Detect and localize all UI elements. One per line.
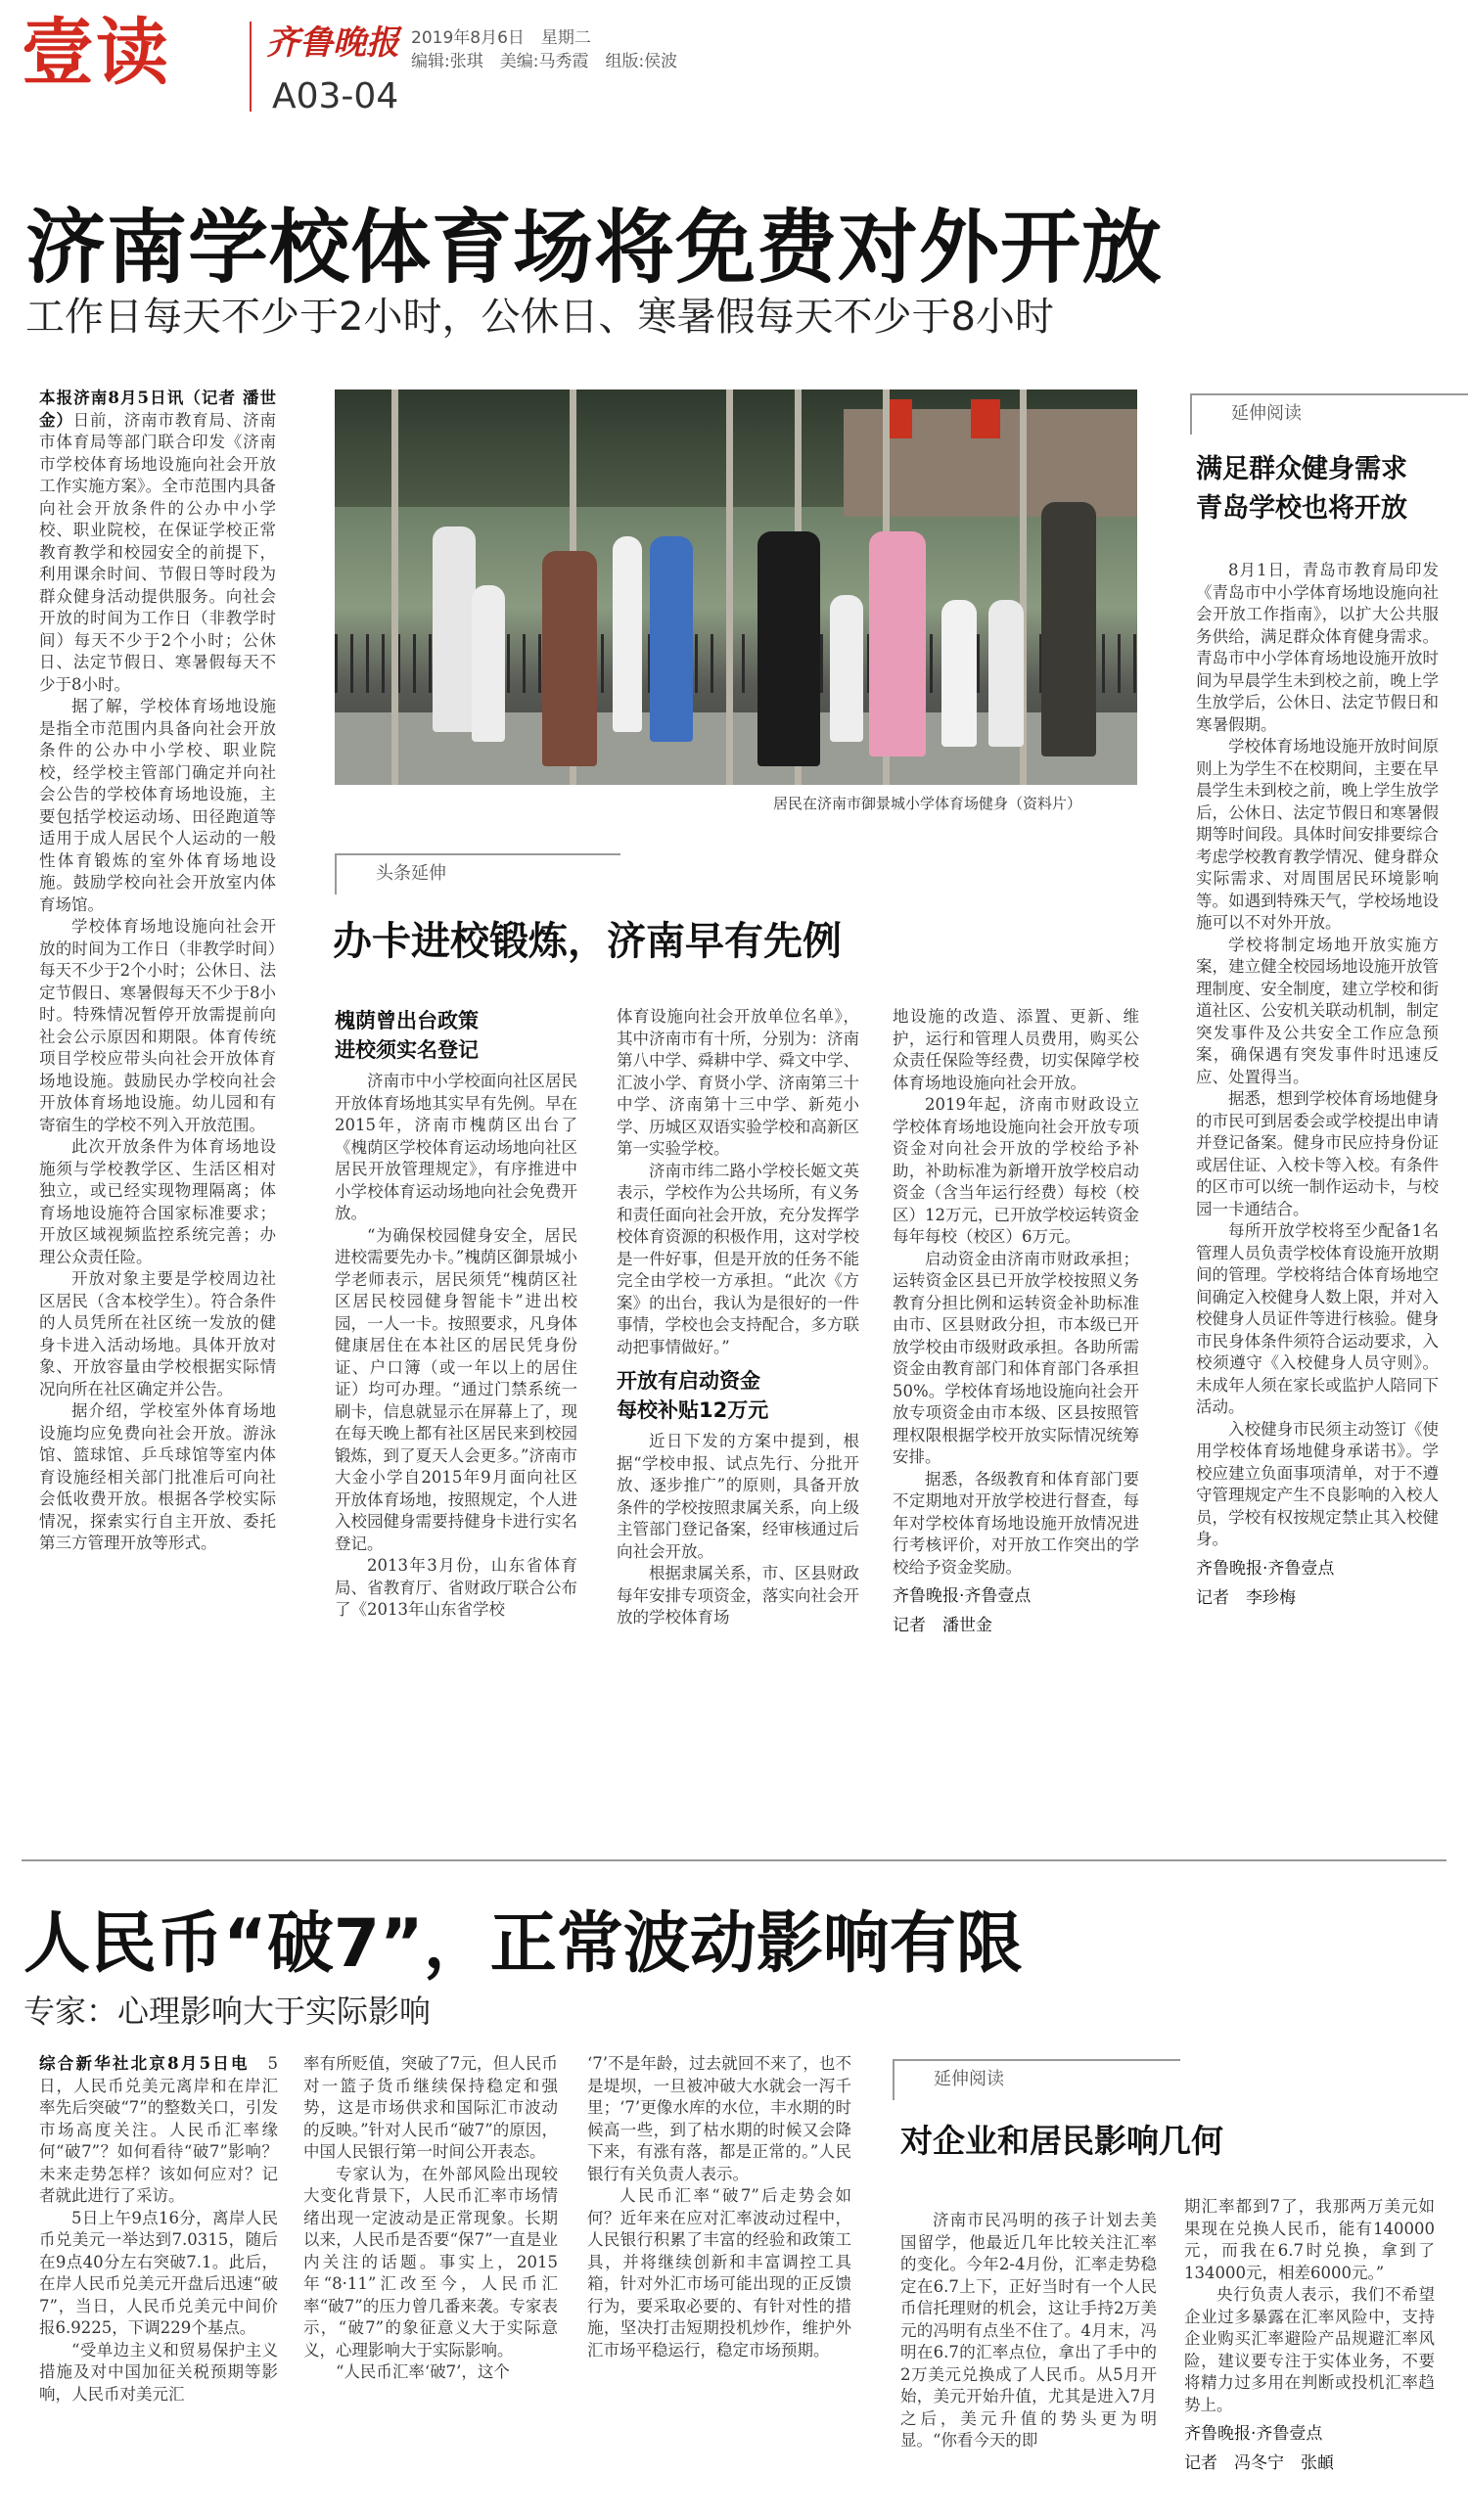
subhead-line: 开放有启动资金 — [617, 1369, 760, 1393]
story3-column-2 — [303, 2053, 558, 2513]
paragraph: 央行负责人表示，我们不希望企业过多暴露在汇率风险中，支持企业购买汇率避险产品规避汇率风险，建议要专注于实体业务，不要将精力过多用在判断或投机汇率趋势上。 — [1184, 2285, 1435, 2414]
paragraph: 体育设施向社会开放单位名单》，其中济南市有十所，分别为：济南第八中学、舜耕中学、舜文中学、汇波小学、育贤小学、济南第三十中学、济南第十三中学、新苑小学、历城区双语实验学校和高新区第一实验学校。 — [617, 1007, 859, 1158]
paragraph: 每所开放学校将至少配备1名管理人员负责学校体育设施开放期间的管理。学校将结合体育场地空间确定入校健身人数上限，并对入校健身人员证件等进行核验。健身市民身体条件须符合运动要求，入校须遵守《入校健身人员守则》。未成年人须在家长或监护人陪同下活动。 — [1196, 1221, 1439, 1416]
byline-reporter: 记者 冯冬宁 张頔 — [1184, 2453, 1334, 2473]
subhead-line: 进校须实名登记 — [335, 1038, 479, 1062]
story3-column-3 — [587, 2053, 851, 2513]
sidebar-tag-label: 延伸阅读 — [934, 2069, 1004, 2089]
story3-subheadline: 专家：心理影响大于实际影响 — [23, 1993, 432, 2030]
paragraph: 据了解，学校体育场地设施是指全市范围内具备向社会开放条件的公办中小学校、职业院校，经学校主管部门确定并向社会公告的学校体育场地设施，主要包括学校运动场、田径跑道等适用于成人居民个人运动的一般性体育锻炼的室外体育场地设施。鼓励学校向社会开放室内体育场馆。 — [39, 697, 276, 914]
paragraph: 根据隶属关系，市、区县财政每年安排专项资金，落实向社会开放的学校体育场 — [617, 1564, 859, 1627]
paragraph: 学校将制定场地开放实施方案，建立健全校园场地设施开放管理制度、安全制度，建立学校和街道社区、公安机关联动机制，制定突发事件及公共安全工作应急预案，确保遇有突发事件时迅速反应、处置得当。 — [1196, 935, 1439, 1086]
story2-tag-label: 头条延伸 — [376, 863, 446, 884]
photo-person — [472, 585, 505, 742]
page-number: A03-04 — [272, 76, 399, 116]
photo-person — [650, 536, 693, 742]
photo-lantern — [971, 399, 1000, 438]
sidebar-headline-line1: 满足群众健身需求 — [1196, 454, 1407, 484]
paper-name: 齐鲁晚报 — [266, 23, 399, 63]
byline-outlet: 齐鲁晚报·齐鲁壹点 — [1184, 2424, 1323, 2444]
story1-lead — [39, 388, 276, 696]
paragraph: ‘7’不是年龄，过去就回不来了，也不是堤坝，一旦被冲破大水就会一泻千里；‘7’更像水库的水位，丰水期的时候高一些，到了枯水期的时候又会降下来，有涨有落，都是正常的。”人民银行有关负责人表示。 — [587, 2054, 851, 2183]
paragraph: 地设施的改造、添置、更新、维护，运行和管理人员费用，购买公众责任保险等经费，切实保障学校体育场地设施向社会开放。 — [893, 1007, 1139, 1092]
sidebar-body — [1196, 560, 1439, 1822]
paragraph: 5日上午9点16分，离岸人民币兑美元一举达到7.0315，随后在9点40分左右突破7.1。此后，在岸人民币兑美元开盘后迅速“破7”，当日，人民币兑美元中间价报6.9225，下调229个基点。 — [39, 2208, 278, 2337]
sidebar-tag — [1190, 393, 1468, 435]
story3-sidebar-column-1 — [900, 2210, 1157, 2513]
paragraph: 8月1日，青岛市教育局印发《青岛市中小学体育场地设施向社会开放工作指南》，以扩大公共服务供给，满足群众体育健身需求。青岛市中小学体育场地设施开放时间为早晨学生未到校之前，晚上学生放学后，公休日、法定节假日和寒暑假期。 — [1196, 561, 1439, 734]
photo-person — [830, 595, 863, 742]
photo-person — [757, 531, 820, 766]
story2-subhead-1 — [335, 1006, 577, 1065]
photo-pole — [391, 389, 398, 785]
byline-outlet: 齐鲁晚报·齐鲁壹点 — [1196, 1558, 1335, 1579]
sidebar-headline-line2: 青岛学校也将开放 — [1196, 493, 1407, 524]
story2-tag — [335, 853, 620, 894]
byline-outlet: 齐鲁晚报·齐鲁壹点 — [893, 1586, 1032, 1606]
story2-column-2 — [617, 1006, 859, 1818]
story1-dateline: 本报济南8月5日讯（记者 潘世金） — [39, 389, 276, 430]
section-divider — [22, 1859, 1446, 1861]
paragraph: 专家认为，在外部风险出现较大变化背景下，人民币汇率市场情绪出现一定波动是正常现象。长期以来，人民币是否要“保7”一直是业内关注的话题。事实上，2015年“8·11”汇改至今，人民币汇率“破7”的压力曾几番来袭。专家表示，“破7”的象征意义大于实际意义，心理影响大于实际影响。 — [303, 2164, 558, 2360]
paragraph: 2013年3月份，山东省体育局、省教育厅、省财政厅联合公布了《2013年山东省学校 — [335, 1556, 577, 1619]
paragraph: 入校健身市民须主动签订《使用学校体育场地健身承诺书》。学校应建立负面事项清单，对于不遵守管理规定产生不良影响的入校人员，学校有权按规定禁止其入校健身。 — [1196, 1419, 1439, 1548]
masthead-divider — [250, 22, 252, 112]
news-photo — [335, 389, 1137, 785]
paragraph: 启动资金由济南市财政承担；运转资金区县已开放学校按照义务教育分担比例和运转资金补助标准由市、区县财政分担，市本级已开放学校由市级财政承担。各助所需资金由教育部门和体育部门各承担50%。学校体育场地设施向社会开放专项资金由市本级、区县按照管理权限根据学校开放实际情况统筹安排。 — [893, 1249, 1139, 1466]
paragraph: 率有所贬值，突破了7元，但人民币对一篮子货币继续保持稳定和强势，这是市场供求和国际汇市波动的反映。”针对人民币“破7”的原因，中国人民银行第一时间公开表态。 — [303, 2054, 558, 2161]
story3-dateline: 综合新华社北京8月5日电 — [39, 2054, 250, 2073]
story1-column-1 — [39, 388, 276, 1818]
photo-person — [613, 536, 642, 732]
sidebar-headline — [1196, 450, 1407, 528]
paragraph: 济南市中小学校面向社区居民开放体育场地其实早有先例。早在2015年，济南市槐荫区出台了《槐荫区学校体育运动场地向社区居民开放管理规定》，有序推进中小学校体育运动场地向社会免费开放。 — [335, 1072, 577, 1222]
paragraph: 2019年起，济南市财政设立学校体育场地设施向社会开放专项资金对向社会开放的学校给予补助，补助标准为新增开放学校启动资金（含当年运行经费）每校（校区）12万元，已开放学校运转资金每年每校（校区）6万元。 — [893, 1095, 1139, 1246]
story3-sidebar-column-2 — [1184, 2196, 1435, 2514]
photo-person — [433, 527, 476, 732]
paragraph: 日前，济南市教育局、济南市体育局等部门联合印发《济南市学校体育场地设施向社会开放工作实施方案》。全市范围内具备向社会开放条件的公办中小学校、职业院校，在保证学校正常教育教学和校园安全的前提下，利用课余时间、节假日等时段为群众健身活动提供服务。向社会开放的时间为工作日（非教学时间）每天不少于2个小时；公休日、法定节假日、寒暑假每天不少于8小时。 — [39, 410, 276, 694]
paragraph: “人民币汇率‘破7’，这个 — [336, 2362, 510, 2381]
paragraph: 学校体育场地设施开放时间原则上为学生不在校期间，主要在早晨学生未到校之前，晚上学生放学后，公休日、法定节假日和寒暑假期等时间段。具体时间安排要综合考虑学校教育教学情况、健身群众实际需求、对周围居民环境影响等。如遇到特殊天气，学校场地设施可以不对外开放。 — [1196, 737, 1439, 932]
photo-person — [1041, 502, 1096, 756]
story2-column-1 — [335, 998, 577, 1820]
paragraph: 5日，人民币兑美元离岸和在岸汇率先后突破“7”的整数关口，引发市场高度关注。人民币汇率缘何“破7”？如何看待“破7”影响？未来走势怎样？该如何应对？记者就此进行了采访。 — [39, 2054, 278, 2205]
subhead-line: 槐荫曾出台政策 — [335, 1009, 479, 1032]
photo-caption: 居民在济南市御景城小学体育场健身（资料片） — [773, 795, 1082, 812]
paragraph: 期汇率都到7了，我那两万美元如果现在兑换人民币，能有140000元，而我在6.7时兑换，拿到了134000元，相差6000元。” — [1184, 2197, 1435, 2282]
paragraph: 据介绍，学校室外体育场地设施均应免费向社会开放。游泳馆、篮球馆、乒乓球馆等室内体育设施经相关部门批准后可向社会低收费开放。根据各学校实际情况，探索实行自主开放、委托第三方管理开放等形式。 — [39, 1401, 276, 1552]
photo-person — [988, 600, 1024, 747]
paragraph: 此次开放条件为体育场地设施须与学校教学区、生活区相对独立，或已经实现物理隔离；体育场地设施符合国家标准要求；开放区域视频监控系统完善；办理公众责任险。 — [39, 1137, 276, 1266]
story2-headline: 办卡进校锻炼，济南早有先例 — [333, 919, 842, 964]
editors-credit: 编辑:张琪 美编:马秀霞 组版:侯波 — [411, 52, 678, 71]
story2-subhead-2 — [617, 1366, 859, 1425]
issue-date: 2019年8月6日 星期二 — [411, 28, 591, 48]
paragraph: 人民币汇率“破7”后走势会如何？近年来在应对汇率波动过程中，人民银行积累了丰富的经验和政策工具，并将继续创新和丰富调控工具箱，针对外汇市场可能出现的正反馈行为，要采取必要的、有针对性的措施，坚决打击短期投机炒作，维护外汇市场平稳运行，稳定市场预期。 — [587, 2186, 851, 2360]
story3-sidebar-tag — [893, 2059, 1180, 2100]
paragraph: “受单边主义和贸易保护主义措施及对中国加征关税预期等影响，人民币对美元汇 — [39, 2340, 278, 2404]
story3-sidebar-headline: 对企业和居民影响几何 — [900, 2122, 1223, 2160]
main-subheadline: 工作日每天不少于2小时，公休日、寒暑假每天不少于8小时 — [25, 295, 1054, 340]
paragraph: 开放对象主要是学校周边社区居民（含本校学生）。符合条件的人员凭所在社区统一发放的健身卡进入活动场地。具体开放对象、开放容量由学校根据实际情况向所在社区确定并公告。 — [39, 1269, 276, 1398]
paragraph: 近日下发的方案中提到，根据“学校申报、试点先行、分批开放、逐步推广”的原则，具备开放条件的学校按照隶属关系，向上级主管部门登记备案，经审核通过后向社会开放。 — [617, 1432, 859, 1561]
main-headline: 济南学校体育场将免费对外开放 — [25, 202, 1164, 295]
paragraph: 学校体育场地设施向社会开放的时间为工作日（非教学时间）每天不少于2个小时；公休日、法定节假日、寒暑假每天不少于8小时。特殊情况暂停开放需提前向社会公示原因和期限。体育传统项目学校应带头向社会开放体育场地设施。鼓励民办学校向社会开放体育场地设施。幼儿园和有寄宿生的学校不列入开放范围。 — [39, 917, 276, 1134]
photo-person — [869, 531, 926, 756]
story3-lead — [39, 2053, 278, 2208]
byline-reporter: 记者 潘世金 — [893, 1616, 992, 1635]
story3-headline: 人民币“破7”，正常波动影响有限 — [23, 1905, 1023, 1983]
paragraph: 济南市民冯明的孩子计划去美国留学，他最近几年比较关注汇率的变化。今年2-4月份，汇率走势稳定在6.7上下，正好当时有一个人民币信托理财的机会，这让手持2万美元的冯明有点坐不住了。4月末，冯明在6.7的汇率点位，拿出了手中的2万美元兑换成了人民币。从5月开始，美元开始升值，尤其是进入7月之后，美元升值的势头更为明显。“你看今天的即 — [900, 2211, 1157, 2450]
paragraph: 济南市纬二路小学校长姬文英表示，学校作为公共场所，有义务和责任面向社会开放，充分发挥学校体育资源的积极作用，这对学校是一件好事，但是开放的任务不能完全由学校一方承担。“此次《方案》的出台，我认为是很好的一件事情，学校也会支持配合，多方联动把事情做好。” — [617, 1161, 859, 1356]
story3-column-1 — [39, 2053, 278, 2513]
paragraph: “为确保校园健身安全，居民进校需要先办卡。”槐荫区御景城小学老师表示，居民须凭“槐荫区社区居民校园健身智能卡”进出校园，一人一卡。按照要求，凡身体健康居住在本社区的居民凭身份证、户口簿（或一年以上的居住证）均可办理。“通过门禁系统一刷卡，信息就显示在屏幕上了，现在每天晚上都有社区居民来到校园锻炼，到了夏天人会更多。”济南市大金小学自2015年9月面向社区开放体育场地，按照规定，个人进入校园健身需要持健身卡进行实名登记。 — [335, 1225, 577, 1553]
photo-person — [542, 551, 597, 766]
photo-person — [941, 600, 977, 747]
story2-column-3 — [893, 1006, 1139, 1818]
paragraph: 据悉，各级教育和体育部门要不定期地对开放学校进行督查，每年对学校体育场地设施开放情况进行考核评价，对开放工作突出的学校给予资金奖励。 — [893, 1469, 1139, 1577]
byline-reporter: 记者 李珍梅 — [1196, 1587, 1296, 1608]
sidebar-tag-label: 延伸阅读 — [1231, 403, 1302, 424]
section-logo: 壹读 — [22, 11, 170, 95]
photo-pole — [726, 389, 733, 785]
subhead-line: 每校补贴12万元 — [617, 1398, 769, 1422]
paragraph: 据悉，想到学校体育场地健身的市民可到居委会或学校提出申请并登记备案。健身市民应持身份证或居住证、入校卡等入校。有条件的区市可以统一制作运动卡，与校园一卡通结合。 — [1196, 1089, 1439, 1218]
